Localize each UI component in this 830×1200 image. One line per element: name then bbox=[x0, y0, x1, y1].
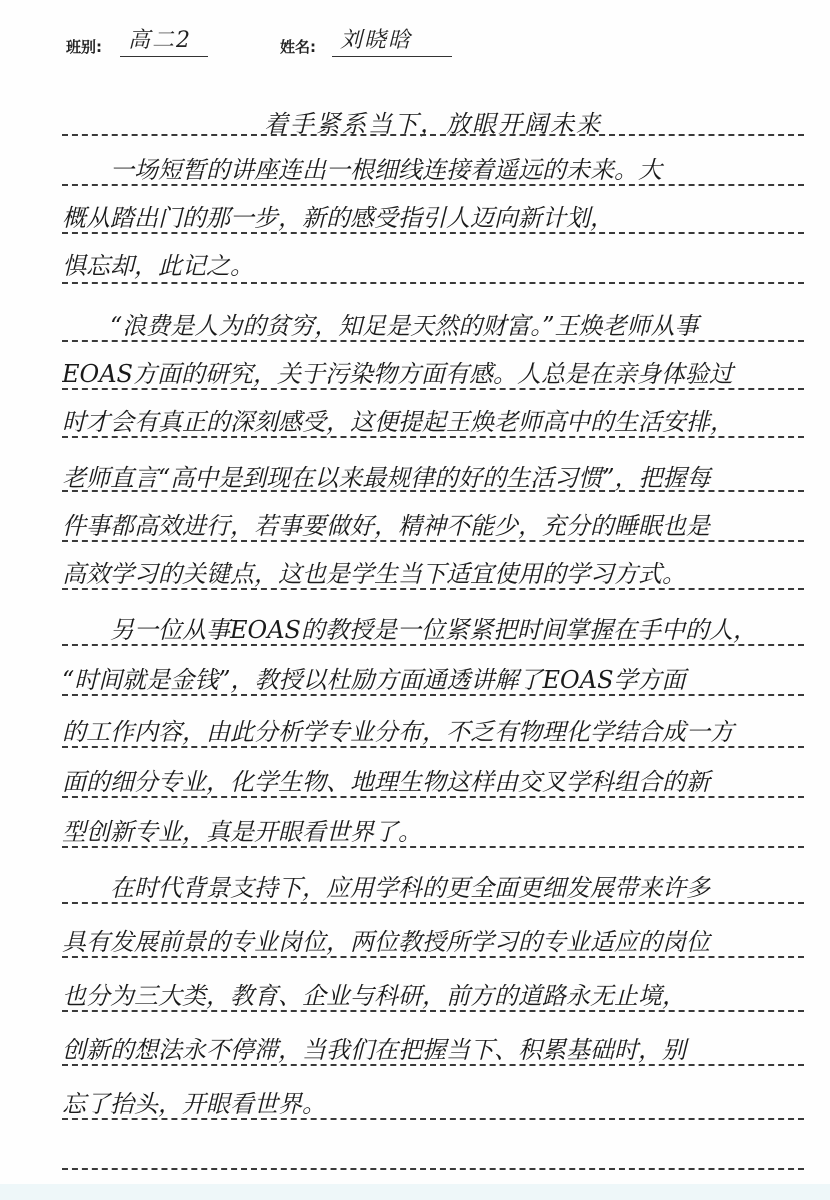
ruled-line bbox=[62, 232, 804, 234]
essay-line: 老师直言“高中是到现在以来最规律的好的生活习惯”，把握每 bbox=[62, 464, 711, 492]
scan-edge bbox=[0, 1184, 830, 1200]
essay-line: 面的细分专业，化学生物、地理生物这样由交叉学科组合的新 bbox=[62, 768, 710, 796]
ruled-line bbox=[62, 746, 804, 748]
essay-line: 创新的想法永不停滞，当我们在把握当下、积累基础时，别 bbox=[62, 1036, 686, 1064]
ruled-line bbox=[62, 1064, 804, 1066]
ruled-line bbox=[62, 184, 804, 186]
ruled-line bbox=[62, 490, 804, 492]
class-value: 高二2 bbox=[120, 28, 208, 57]
essay-line: 具有发展前景的专业岗位，两位教授所学习的专业适应的岗位 bbox=[62, 928, 710, 956]
essay-line: 在时代背景支持下，应用学科的更全面更细发展带来许多 bbox=[62, 874, 710, 902]
essay-line: 的工作内容，由此分析学专业分布，不乏有物理化学结合成一方 bbox=[62, 718, 734, 746]
ruled-line bbox=[62, 436, 804, 438]
ruled-line bbox=[62, 902, 804, 904]
ruled-line bbox=[62, 540, 804, 542]
essay-line: 概从踏出门的那一步，新的感受指引人迈向新计划， bbox=[62, 204, 614, 232]
essay-line: 忘了抬头，开眼看世界。 bbox=[62, 1090, 326, 1118]
name-value: 刘晓晗 bbox=[332, 28, 452, 57]
essay-line: 惧忘却，此记之。 bbox=[62, 252, 254, 280]
essay-line: 也分为三大类，教育、企业与科研，前方的道路永无止境， bbox=[62, 982, 686, 1010]
sheet-header bbox=[66, 28, 566, 62]
essay-line: 件事都高效进行，若事要做好，精神不能少，充分的睡眠也是 bbox=[62, 512, 710, 540]
ruled-line bbox=[62, 1168, 804, 1170]
essay-line: EOAS方面的研究，关于污染物方面有感。人总是在亲身体验过 bbox=[62, 360, 733, 388]
ruled-line bbox=[62, 1118, 804, 1120]
ruled-line bbox=[62, 340, 804, 342]
essay-line: “时间就是金钱”，教授以杜励方面通透讲解了EOAS学方面 bbox=[62, 666, 686, 694]
ruled-line bbox=[62, 1010, 804, 1012]
name-label: 姓名: bbox=[280, 38, 316, 56]
ruled-line bbox=[62, 644, 804, 646]
essay-line: 时才会有真正的深刻感受，这便提起王焕老师高中的生活安排， bbox=[62, 408, 734, 436]
ruled-line bbox=[62, 846, 804, 848]
essay-title: 着手紧系当下，放眼开阔未来 bbox=[264, 110, 602, 138]
essay-line: 一场短暂的讲座连出一根细线连接着遥远的未来。大 bbox=[62, 156, 662, 184]
ruled-line bbox=[62, 134, 804, 136]
essay-line: “浪费是人为的贫穷，知足是天然的财富。”王焕老师从事 bbox=[62, 312, 699, 340]
ruled-line bbox=[62, 388, 804, 390]
ruled-line bbox=[62, 956, 804, 958]
essay-line: 高效学习的关键点，这也是学生当下适宜使用的学习方式。 bbox=[62, 560, 686, 588]
class-label: 班别: bbox=[66, 38, 102, 56]
essay-line: 另一位从事EOAS的教授是一位紧紧把时间掌握在手中的人， bbox=[62, 616, 757, 644]
ruled-line bbox=[62, 588, 804, 590]
ruled-line bbox=[62, 694, 804, 696]
ruled-line bbox=[62, 282, 804, 284]
ruled-line bbox=[62, 796, 804, 798]
essay-line: 型创新专业，真是开眼看世界了。 bbox=[62, 818, 422, 846]
